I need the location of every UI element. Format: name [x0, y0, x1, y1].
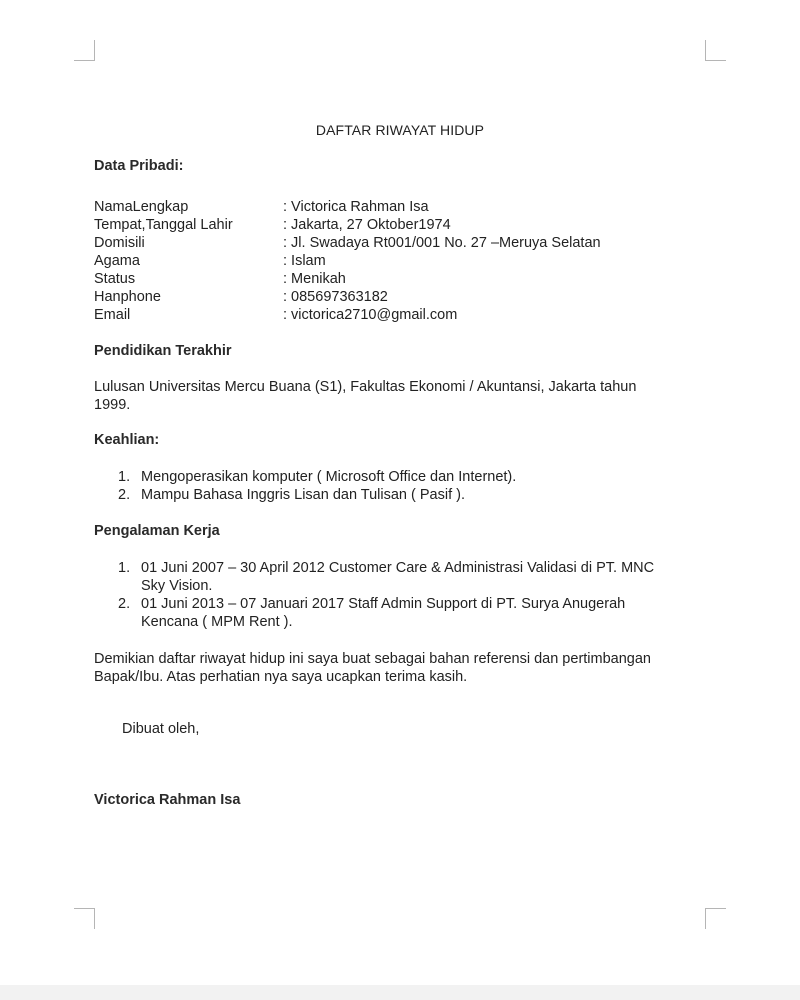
row-label: Status [94, 271, 136, 287]
closing-line1: Demikian daftar riwayat hidup ini saya buat sebagai bahan referensi dan pertimbangan [94, 651, 651, 667]
list-number: 1. [118, 560, 131, 576]
signature-name: Victorica Rahman Isa [94, 792, 241, 808]
row-value: : Islam [283, 253, 326, 269]
list-number: 2. [118, 596, 131, 612]
list-text-line2: Sky Vision. [141, 578, 213, 594]
row-label: Domisili [94, 235, 145, 251]
page-corner-mark-top-right [705, 40, 726, 61]
row-label: Agama [94, 253, 140, 269]
list-text: Mampu Bahasa Inggris Lisan dan Tulisan ( Pasif ). [141, 487, 465, 503]
list-number: 2. [118, 487, 131, 503]
page-corner-mark-top-left [74, 40, 95, 61]
skills-list [118, 468, 516, 504]
list-text: Mengoperasikan komputer ( Microsoft Office dan Internet). [141, 469, 517, 485]
row-value: : 085697363182 [283, 289, 388, 305]
section-heading-data-pribadi: Data Pribadi: [94, 158, 184, 174]
list-item [118, 595, 654, 631]
row-value: : Jl. Swadaya Rt001/001 No. 27 –Meruya Selatan [283, 235, 601, 251]
list-item [118, 486, 516, 504]
signoff-text: Dibuat oleh, [122, 721, 200, 737]
list-item [118, 468, 516, 486]
row-value: : Jakarta, 27 Oktober1974 [283, 217, 451, 233]
row-label: Tempat,Tanggal Lahir [94, 217, 233, 233]
row-label: NamaLengkap [94, 199, 189, 215]
document-title: DAFTAR RIWAYAT HIDUP [315, 122, 485, 138]
list-number: 1. [118, 469, 131, 485]
section-heading-keahlian: Keahlian: [94, 432, 160, 448]
row-value: : victorica2710@gmail.com [283, 307, 458, 323]
section-heading-pengalaman: Pengalaman Kerja [94, 523, 220, 539]
row-value: : Victorica Rahman Isa [283, 199, 429, 215]
bottom-shadow-band [0, 985, 800, 1000]
experience-list [118, 559, 654, 631]
education-text-line1: Lulusan Universitas Mercu Buana (S1), Fakultas Ekonomi / Akuntansi, Jakarta tahun [94, 379, 637, 395]
list-item [118, 559, 654, 595]
page-corner-mark-bottom-left [74, 908, 95, 929]
education-text-line2: 1999. [94, 397, 131, 413]
section-heading-pendidikan: Pendidikan Terakhir [94, 343, 232, 359]
row-label: Hanphone [94, 289, 161, 305]
closing-line2: Bapak/Ibu. Atas perhatian nya saya ucapkan terima kasih. [94, 669, 468, 685]
row-value: : Menikah [283, 271, 346, 287]
page-corner-mark-bottom-right [705, 908, 726, 929]
list-text-line2: Kencana ( MPM Rent ). [141, 614, 293, 630]
list-text-line1: 01 Juni 2013 – 07 Januari 2017 Staff Admin Support di PT. Surya Anugerah [141, 596, 626, 612]
list-text-line1: 01 Juni 2007 – 30 April 2012 Customer Care & Administrasi Validasi di PT. MNC [141, 560, 655, 576]
row-label: Email [94, 307, 131, 323]
